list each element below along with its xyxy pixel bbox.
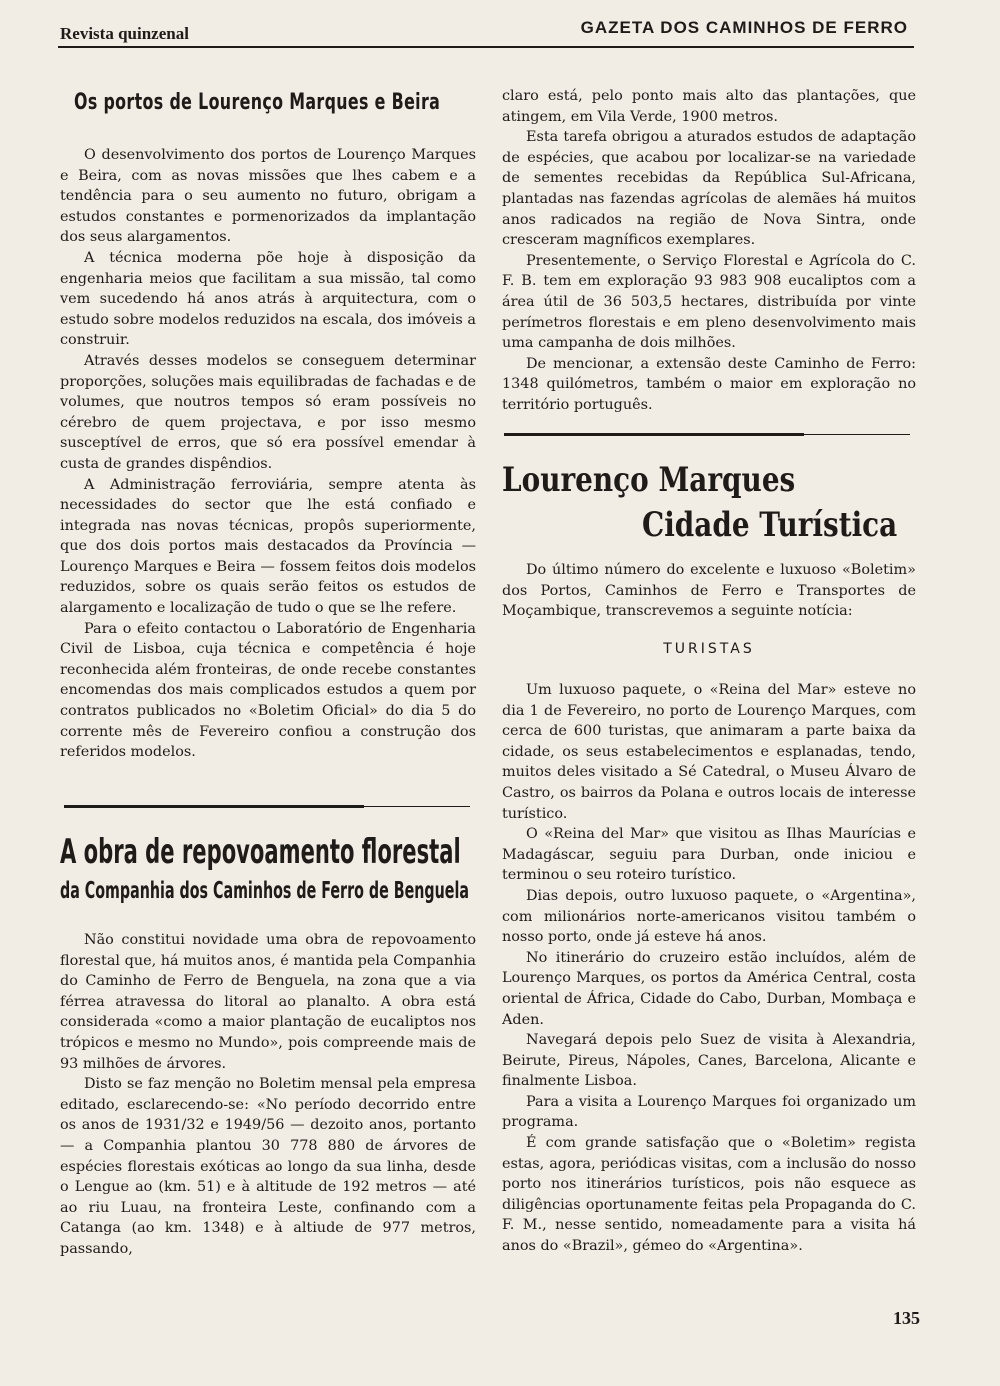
section-heading: TURISTAS xyxy=(663,641,755,657)
paragraph: Do último número do excelente e luxuoso «Boletim» dos Portos, Caminhos de Ferro e Transportes de Moçambique, transcrevemos a seguinte notícia: xyxy=(502,562,916,620)
paragraph: Dias depois, outro luxuoso paquete, o «Argentina», com milionários norte-americanos visitou também o nosso porto, onde já esteve há anos. xyxy=(502,887,916,946)
paragraph: Navegará depois pelo Suez de visita à Alexandria, Beirute, Pireus, Nápoles, Canes, Barcelona, Alicante e finalmente Lisboa. xyxy=(502,1032,916,1090)
paragraph: Para o efeito contactou o Laboratório de Engenharia Civil de Lisboa, cuja técnica e competência é hoje reconhecida além fronteiras, de onde recebe constantes encomendas dos mais complicados estudos a quem por contratos publicados no «Boletim Oficial» do dia 5 do corrente mês de Fevereiro confiou a construção dos referidos modelos. xyxy=(60,620,476,761)
paragraph: Esta tarefa obrigou a aturados estudos de adaptação de espécies, que acabou por localizar-se na variedade de sementes recebidas da República Sul-Africana, plantadas nas fazendas agrícolas de alemães há muitos anos radicados na região de Nova Sintra, onde cresceram magníficos exemplares. xyxy=(502,129,916,249)
paragraph: Disto se faz menção no Boletim mensal pela empresa editado, esclarecendo-se: «No período decorrido entre os anos de 1931/32 e 1949/56 — dezoito anos, portanto — a Companhia plantou 30 778 880 de árvores de espécies florestais exóticas ao longo da sua linha, desde o Lengue ao (km. 51) e à altitude de 192 metros — até ao riu Luau, na fronteira Leste, confinando com a Catanga (ao km. 1348) e à altiude de 977 metros, passando, xyxy=(60,1076,476,1257)
article-2-subtitle: da Companhia dos Caminhos de Ferro de Benguela xyxy=(60,878,469,904)
paragraph: O «Reina del Mar» que visitou as Ilhas Maurícias e Madagáscar, seguiu para Durban, onde iniciou e terminou o seu roteiro turístico. xyxy=(502,826,916,884)
paragraph: Através desses modelos se conseguem determinar proporções, soluções mais equilibradas de fachadas e de volumes, que noutros tempos só eram possíveis no cérebro de quem projectava, e por isso mesmo susceptível de erros, que só era possível emendar à custa de grandes dispêndios. xyxy=(60,352,476,472)
header-rule xyxy=(58,46,914,48)
separator-rule-thin xyxy=(360,806,470,807)
article-2-continuation xyxy=(502,86,916,416)
article-1-body xyxy=(60,145,476,763)
paragraph: Um luxuoso paquete, o «Reina del Mar» esteve no dia 1 de Fevereiro, no porto de Lourenço Marques, com cerca de 600 turistas, que animaram a parte baixa da cidade, os seus estabelecimentos e esplanadas, tendo, muitos deles visitado a Sé Catedral, o Museu Álvaro de Castro, os bairros da Polana e outros locais de interesse turístico. xyxy=(502,682,916,822)
separator-rule-thin xyxy=(802,434,910,435)
separator-rule xyxy=(64,805,364,808)
page-number: 135 xyxy=(893,1308,920,1328)
paragraph: A Administração ferroviária, sempre atenta às necessidades do sector que lhe está confiado e integrada nas novas técnicas, propôs superiormente, que dos dois portos mais destacados da Província — Lourenço Marques e Beira — fossem feitos dois modelos reduzidos, sobre os quais serão feitos os estudos de alargamento e localização de tudo o que se lhe refere. xyxy=(60,476,476,617)
paragraph: Não constitui novidade uma obra de repovoamento florestal que, há muitos anos, é mantida pela Companhia do Caminho de Ferro de Benguela, na zona que a via férrea atravessa do litoral ao planalto. A obra está considerada «como a maior plantação de eucaliptos nos trópicos e mesmo no Mundo», pois compreende mais de 93 milhões de árvores. xyxy=(60,932,476,1072)
article-3-title-line1: Lourenço Marques xyxy=(502,460,796,500)
paragraph: O desenvolvimento dos portos de Lourenço Marques e Beira, com as novas missões que lhes cabem e a tendência para o seu aumento no futuro, obrigam a estudos constantes e pormenorizados da implantação dos seus alargamentos. xyxy=(60,147,476,246)
paragraph: Para a visita a Lourenço Marques foi organizado um programa. xyxy=(502,1093,916,1131)
article-3-body xyxy=(502,680,916,1257)
running-head-left: Revista quinzenal xyxy=(60,24,189,43)
paragraph: Presentemente, o Serviço Florestal e Agrícola do C. F. B. tem em exploração 93 983 908 eucaliptos com a área útil de 36 503,5 hectares, distribuída por vinte perímetros florestais e em pleno desenvolvimento mais uma campanha de dois milhões. xyxy=(502,252,916,352)
article-2-subtitle-wrap xyxy=(60,878,476,904)
article-3-intro xyxy=(502,560,916,622)
paragraph: É com grande satisfação que o «Boletim» regista estas, agora, periódicas visitas, com a inclusão do nosso porto nos itinerários turísticos, pois não esquece as diligências oportunamente feitas pela Propaganda do C. F. M., nesse sentido, nomeadamente para a visita há anos do «Brazil», gémeo do «Argentina». xyxy=(502,1135,916,1255)
article-1-title: Os portos de Lourenço Marques e Beira xyxy=(74,90,441,115)
article-1-title-wrap xyxy=(74,90,490,115)
separator-rule xyxy=(504,433,804,436)
article-2-title: A obra de repovoamento florestal xyxy=(60,832,461,872)
paragraph: No itinerário do cruzeiro estão incluídos, além de Lourenço Marques, os portos da América Central, costa oriental de África, Cidade do Cabo, Durban, Mombaça e Aden. xyxy=(502,949,916,1028)
article-3-title-line1-wrap xyxy=(502,460,916,500)
article-2-body xyxy=(60,930,476,1260)
paragraph: A técnica moderna põe hoje à disposição da engenharia meios que facilitam a sua missão, tal como vem sucedendo há anos atrás à arquitectura, com o estudo sobre modelos reduzidos na escala, dos imóveis a construir. xyxy=(60,249,476,349)
running-head-right: GAZETA DOS CAMINHOS DE FERRO xyxy=(580,18,908,37)
article-3-title-line2: Cidade Turística xyxy=(642,505,898,545)
article-2-title-wrap xyxy=(60,832,476,872)
paragraph: De mencionar, a extensão deste Caminho de Ferro: 1348 quilómetros, também o maior em exploração no território português. xyxy=(502,355,916,413)
article-3-title-line2-wrap xyxy=(642,505,916,545)
paragraph: claro está, pelo ponto mais alto das plantações, que atingem, em Vila Verde, 1900 metros. xyxy=(502,88,916,125)
